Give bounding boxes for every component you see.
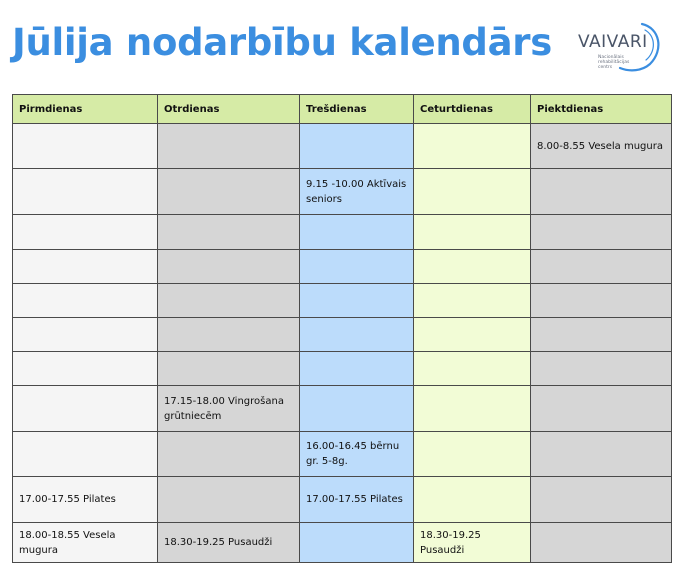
cell-thursday — [414, 124, 531, 169]
cell-monday — [13, 124, 158, 169]
cell-thursday — [414, 318, 531, 352]
logo-subtitle: Nacionālais rehabilitācijas centrs — [598, 55, 630, 70]
table-row — [13, 477, 672, 523]
cell-wednesday — [300, 284, 414, 318]
cell-friday — [531, 477, 672, 523]
cell-tuesday — [158, 477, 300, 523]
cell-thursday — [414, 386, 531, 432]
vaivari-logo — [572, 16, 664, 76]
cell-thursday — [414, 169, 531, 215]
cell-friday — [531, 284, 672, 318]
cell-friday — [531, 318, 672, 352]
table-row — [13, 169, 672, 215]
cell-tuesday — [158, 124, 300, 169]
cell-thursday — [414, 432, 531, 477]
cell-friday — [531, 386, 672, 432]
cell-wednesday: 16.00-16.45 bērnu gr. 5-8g. — [300, 432, 414, 477]
table-header-row — [13, 95, 672, 124]
cell-monday — [13, 284, 158, 318]
cell-tuesday — [158, 352, 300, 386]
logo-wordmark: VAIVARI — [578, 32, 648, 52]
table-row — [13, 352, 672, 386]
table-row — [13, 386, 672, 432]
table-row — [13, 215, 672, 250]
cell-wednesday — [300, 250, 414, 284]
cell-friday — [531, 250, 672, 284]
cell-wednesday — [300, 215, 414, 250]
cell-friday — [531, 352, 672, 386]
table-row — [13, 284, 672, 318]
cell-wednesday: 9.15 -10.00 Aktīvais seniors — [300, 169, 414, 215]
cell-friday — [531, 169, 672, 215]
cell-friday — [531, 523, 672, 563]
header-wednesday: Trešdienas — [300, 95, 414, 124]
cell-tuesday — [158, 169, 300, 215]
cell-friday — [531, 432, 672, 477]
cell-friday — [531, 215, 672, 250]
table-row — [13, 432, 672, 477]
cell-thursday — [414, 477, 531, 523]
cell-tuesday — [158, 215, 300, 250]
cell-wednesday: 17.00-17.55 Pilates — [300, 477, 414, 523]
cell-tuesday — [158, 318, 300, 352]
schedule-table — [12, 94, 672, 563]
cell-monday: 18.00-18.55 Vesela mugura — [13, 523, 158, 563]
header-tuesday: Otrdienas — [158, 95, 300, 124]
cell-monday — [13, 250, 158, 284]
cell-tuesday: 17.15-18.00 Vingrošana grūtniecēm — [158, 386, 300, 432]
header-thursday: Ceturtdienas — [414, 95, 531, 124]
table-row — [13, 250, 672, 284]
table-row — [13, 318, 672, 352]
cell-wednesday — [300, 386, 414, 432]
cell-monday — [13, 386, 158, 432]
cell-monday: 17.00-17.55 Pilates — [13, 477, 158, 523]
table-row — [13, 124, 672, 169]
cell-monday — [13, 318, 158, 352]
cell-wednesday — [300, 318, 414, 352]
cell-tuesday — [158, 432, 300, 477]
cell-tuesday: 18.30-19.25 Pusaudži — [158, 523, 300, 563]
page-title: Jūlija nodarbību kalendārs — [12, 21, 552, 64]
header-friday: Piektdienas — [531, 95, 672, 124]
cell-tuesday — [158, 284, 300, 318]
cell-friday: 8.00-8.55 Vesela mugura — [531, 124, 672, 169]
cell-thursday — [414, 284, 531, 318]
cell-monday — [13, 169, 158, 215]
cell-wednesday — [300, 124, 414, 169]
cell-wednesday — [300, 523, 414, 563]
cell-monday — [13, 432, 158, 477]
header-monday: Pirmdienas — [13, 95, 158, 124]
table-row — [13, 523, 672, 563]
cell-thursday — [414, 215, 531, 250]
cell-thursday: 18.30-19.25 Pusaudži — [414, 523, 531, 563]
cell-monday — [13, 352, 158, 386]
cell-thursday — [414, 250, 531, 284]
cell-tuesday — [158, 250, 300, 284]
cell-wednesday — [300, 352, 414, 386]
cell-monday — [13, 215, 158, 250]
cell-thursday — [414, 352, 531, 386]
